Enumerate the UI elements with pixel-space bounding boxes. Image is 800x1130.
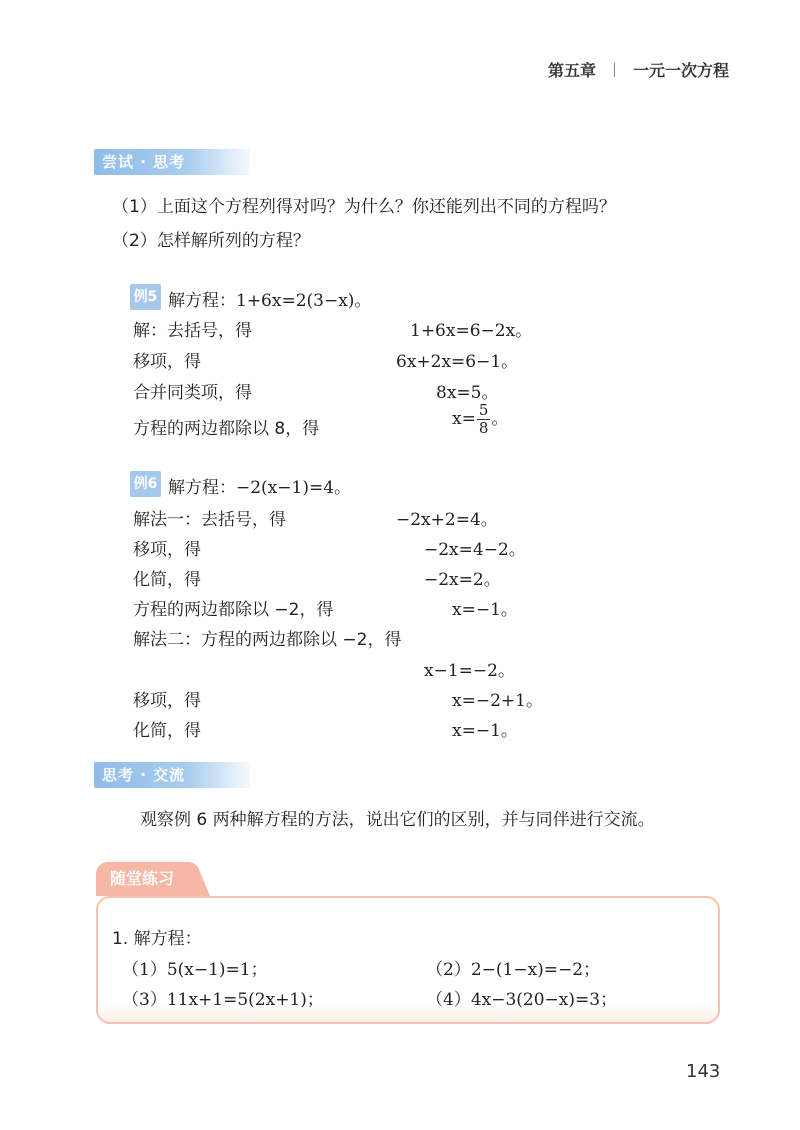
ex6-m1-step-2-equation: −2x=4−2。 [424,540,526,560]
try-think-question-1: （1）上面这个方程列得对吗？为什么？你还能列出不同的方程吗？ [112,197,616,217]
example-6-tag: 例6 [130,471,161,497]
think-discuss-tag: 思考 · 交流 [94,762,250,788]
ex6-m1-step-4-equation: x=−1。 [452,600,518,620]
practice-tab: 随堂练习 [96,862,200,896]
think-discuss-text: 观察例 6 两种解方程的方法，说出它们的区别，并与同伴进行交流。 [140,810,655,830]
example-5-problem: 解方程：1+6x=2(3−x)。 [168,291,372,311]
running-header [548,58,729,81]
practice-problem-3: （3）11x+1=5(2x+1)； [122,990,324,1010]
ex6-m2-step-2-equation: x=−1。 [452,721,518,741]
fraction-numerator: 5 [478,401,489,419]
ex6-m1-step-1-equation: −2x+2=4。 [396,510,498,530]
ex5-step-3-label: 合并同类项，得 [133,383,252,403]
ex5-step-2-equation: 6x+2x=6−1。 [396,352,519,372]
ex6-m1-step-2-label: 移项，得 [133,540,201,560]
practice-problem-1: （1）5(x−1)=1； [122,960,268,980]
ex5-step-2-label: 移项，得 [133,352,201,372]
ex5-step-3-equation: 8x=5。 [436,383,499,403]
ex6-m2-step-1-label: 移项，得 [133,691,201,711]
ex6-m1-step-1-label: 解法一：去括号，得 [133,510,286,530]
ex6-m2-equation: x−1=−2。 [424,661,515,681]
chapter-title: 一元一次方程 [633,61,730,80]
example-6-problem: 解方程：−2(x−1)=4。 [168,478,352,498]
practice-problem-2: （2）2−(1−x)=−2； [426,960,601,980]
practice-item-1: 1. 解方程： [112,929,202,949]
ex5-step-4-equation [452,402,508,437]
ex6-m1-step-3-label: 化简，得 [133,570,201,590]
fraction [477,402,491,437]
ex6-m1-step-3-equation: −2x=2。 [424,570,501,590]
try-think-question-2: （2）怎样解所列的方程？ [112,231,310,251]
ex5-step-4-label: 方程的两边都除以 8，得 [133,419,320,439]
try-think-tag: 尝试 · 思考 [94,149,250,175]
ex5-step-4-suffix: 。 [491,409,509,429]
fraction-denominator: 8 [478,419,489,437]
ex5-step-1-equation: 1+6x=6−2x。 [410,321,533,341]
ex5-step-1-label: 解：去括号，得 [133,321,252,341]
ex6-m2-step-2-label: 化简，得 [133,721,201,741]
chapter-label: 第五章 [548,61,597,80]
ex6-method-2-intro: 解法二：方程的两边都除以 −2，得 [133,630,402,650]
ex6-m1-step-4-label: 方程的两边都除以 −2，得 [133,600,334,620]
example-5-tag: 例5 [130,284,161,310]
ex6-m2-step-1-equation: x=−2+1。 [452,691,543,711]
header-divider [614,63,615,77]
page-number: 143 [686,1061,721,1082]
practice-problem-4: （4）4x−3(20−x)=3； [426,990,618,1010]
ex5-step-4-prefix: x= [452,409,476,429]
